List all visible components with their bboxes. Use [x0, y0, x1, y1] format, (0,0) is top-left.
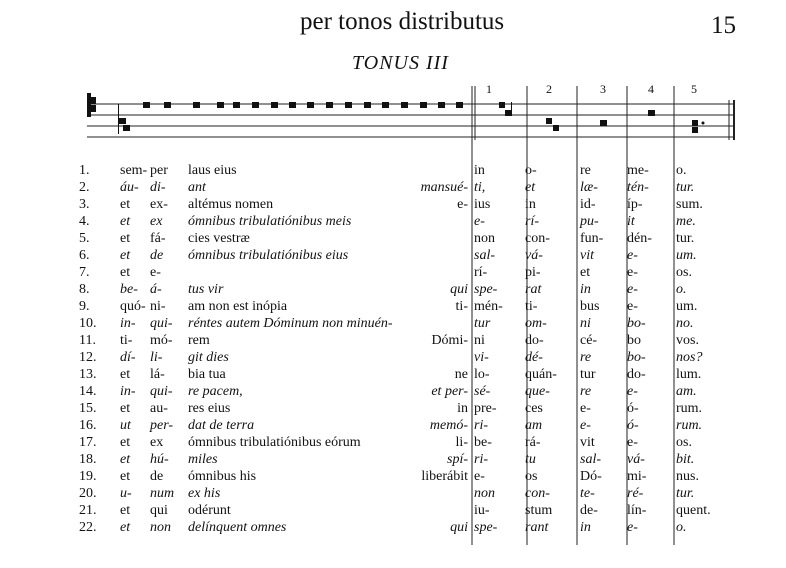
- verse-c2: rá-: [525, 435, 541, 450]
- verse-c4: me-: [627, 163, 649, 178]
- verse-c2: am: [525, 418, 543, 433]
- verse-w1: et: [120, 401, 131, 416]
- verse-c3: fun-: [580, 231, 604, 246]
- verse-c5: no.: [676, 316, 694, 331]
- verse-num: 9.: [79, 299, 90, 314]
- verse-w2: ni-: [150, 299, 166, 314]
- verse-c1: non: [474, 231, 495, 246]
- verse-w2: de: [150, 248, 164, 263]
- verse-w3: bia tua: [188, 367, 226, 382]
- verse-num: 5.: [79, 231, 90, 246]
- verse-num: 18.: [79, 452, 97, 467]
- verse-c1: pre-: [474, 401, 497, 416]
- verse-c4: bo-: [627, 316, 646, 331]
- verse-w2: ex: [150, 214, 163, 229]
- verse-w1: et: [120, 503, 131, 518]
- verse-row: [0, 485, 786, 502]
- verse-c1: ni: [474, 333, 485, 348]
- verse-acc: ti-: [455, 299, 468, 314]
- verse-w1: quó-: [120, 299, 146, 314]
- verse-acc: liberábit: [421, 469, 468, 484]
- verse-c4: it: [627, 214, 635, 229]
- verse-c1: mén-: [474, 299, 503, 314]
- column-number-2: 2: [546, 82, 552, 96]
- verse-c4: mi-: [627, 469, 647, 484]
- verse-acc: memó-: [429, 418, 468, 433]
- verse-w3: ómnibus his: [188, 469, 257, 484]
- verse-c2: ti-: [525, 299, 538, 314]
- verse-w1: ti-: [120, 333, 133, 348]
- verse-w3: dat de terra: [188, 418, 255, 433]
- verse-w2: qui-: [150, 316, 173, 331]
- verse-num: 15.: [79, 401, 97, 416]
- verse-c5: o.: [676, 282, 687, 297]
- verse-c5: nos?: [676, 350, 703, 365]
- verse-w2: per: [150, 163, 168, 178]
- chant-neumes: [118, 102, 705, 134]
- verse-acc: mansué-: [420, 180, 468, 195]
- verse-c1: iu-: [474, 503, 490, 518]
- verse-row: [0, 264, 786, 281]
- verse-c3: in: [580, 520, 591, 535]
- verse-row: [0, 247, 786, 264]
- verse-w2: ex-: [150, 197, 168, 212]
- verse-w1: et: [120, 214, 131, 229]
- verse-c3: re: [580, 350, 592, 365]
- verse-w1: et: [120, 197, 131, 212]
- verse-w1: in-: [120, 384, 136, 399]
- verse-c2: con-: [525, 486, 550, 501]
- verse-row: [0, 179, 786, 196]
- verse-row: [0, 213, 786, 230]
- verse-w1: et: [120, 248, 131, 263]
- verse-num: 10.: [79, 316, 97, 331]
- verse-w2: lá-: [150, 367, 165, 382]
- verse-c3: te-: [580, 486, 595, 501]
- verse-c5: bit.: [676, 452, 695, 467]
- column-number-1: 1: [486, 82, 492, 96]
- verse-c4: bo-: [627, 350, 646, 365]
- verse-w3: altémus nomen: [188, 197, 274, 212]
- verse-c1: ri-: [474, 452, 488, 467]
- verse-acc: ne: [454, 367, 468, 382]
- verse-w1: ut: [120, 418, 131, 433]
- verse-row: [0, 162, 786, 179]
- verse-w1: et: [120, 452, 131, 467]
- verse-acc: qui: [450, 520, 468, 535]
- verse-c5: os.: [676, 435, 692, 450]
- verse-c4: e-: [627, 248, 638, 263]
- verse-num: 1.: [79, 163, 90, 178]
- verse-w3: ex his: [188, 486, 221, 501]
- tone-title: TONUS III: [352, 52, 449, 74]
- verse-c5: am.: [676, 384, 697, 399]
- verse-c5: vos.: [676, 333, 699, 348]
- c-clef-icon: [87, 93, 96, 117]
- verse-row: [0, 349, 786, 366]
- verse-c4: íp-: [627, 197, 643, 212]
- verse-w3: tus vir: [188, 282, 224, 297]
- verse-w2: hú-: [150, 452, 169, 467]
- verse-c1: spe-: [474, 520, 498, 535]
- verse-c1: lo-: [474, 367, 490, 382]
- verse-row: [0, 230, 786, 247]
- verse-num: 3.: [79, 197, 90, 212]
- verse-c1: non: [474, 486, 495, 501]
- verse-row: [0, 366, 786, 383]
- verse-w3: cies vestræ: [188, 231, 250, 246]
- column-number-4: 4: [648, 82, 654, 96]
- verse-row: [0, 196, 786, 213]
- verse-c3: in: [580, 282, 591, 297]
- verse-c2: pi-: [525, 265, 541, 280]
- verse-c3: sal-: [580, 452, 601, 467]
- verse-w1: et: [120, 231, 131, 246]
- verse-c1: ius: [474, 197, 491, 212]
- verse-c2: rí-: [525, 214, 539, 229]
- verse-row: [0, 298, 786, 315]
- verse-acc: in: [457, 401, 468, 416]
- verse-c1: rí-: [474, 265, 488, 280]
- verse-num: 13.: [79, 367, 97, 382]
- verse-w1: be-: [120, 282, 138, 297]
- verse-num: 2.: [79, 180, 90, 195]
- verse-c5: um.: [676, 299, 698, 314]
- verse-num: 22.: [79, 520, 97, 535]
- verse-c3: e-: [580, 401, 591, 416]
- verse-w1: et: [120, 520, 131, 535]
- verse-w3: ant: [188, 180, 206, 195]
- verse-c5: o.: [676, 163, 687, 178]
- verse-c5: tur.: [676, 180, 695, 195]
- verse-num: 4.: [79, 214, 90, 229]
- verse-c1: ri-: [474, 418, 488, 433]
- verse-c5: rum.: [676, 418, 703, 433]
- verse-w2: fá-: [150, 231, 166, 246]
- verse-num: 12.: [79, 350, 97, 365]
- verse-c2: in: [525, 197, 536, 212]
- verse-c5: tur.: [676, 486, 695, 501]
- verse-c1: e-: [474, 469, 485, 484]
- verse-c5: me.: [676, 214, 696, 229]
- verse-c4: dén-: [627, 231, 652, 246]
- verse-c2: ces: [525, 401, 543, 416]
- verse-num: 19.: [79, 469, 97, 484]
- verse-c4: e-: [627, 265, 638, 280]
- verse-c3: læ-: [580, 180, 598, 195]
- verse-row: [0, 468, 786, 485]
- verse-c5: o.: [676, 520, 687, 535]
- verse-c2: o-: [525, 163, 537, 178]
- verse-c4: bo: [627, 333, 641, 348]
- verse-w2: per-: [150, 418, 174, 433]
- column-number-5: 5: [691, 82, 697, 96]
- column-number-3: 3: [600, 82, 606, 96]
- verse-c5: os.: [676, 265, 692, 280]
- verse-c2: do-: [525, 333, 544, 348]
- verse-c1: tur: [474, 316, 491, 331]
- verse-row: [0, 451, 786, 468]
- running-title: per tonos distributus: [300, 8, 505, 35]
- verse-w3: delínquent omnes: [188, 520, 287, 535]
- verse-c4: tén-: [627, 180, 649, 195]
- verse-w1: et: [120, 469, 131, 484]
- verse-w2: qui-: [150, 384, 173, 399]
- verse-c1: e-: [474, 214, 485, 229]
- verse-row: [0, 281, 786, 298]
- verse-acc: Dómi-: [431, 333, 468, 348]
- verse-num: 6.: [79, 248, 90, 263]
- verse-acc: qui: [450, 282, 468, 297]
- verse-c3: re: [580, 384, 592, 399]
- verse-w3: git dies: [188, 350, 229, 365]
- verse-c5: tur.: [676, 231, 695, 246]
- verse-c3: de-: [580, 503, 598, 518]
- verse-num: 17.: [79, 435, 97, 450]
- verse-w3: res eius: [188, 401, 231, 416]
- verse-num: 8.: [79, 282, 90, 297]
- verse-c1: ti,: [474, 180, 486, 195]
- verse-w1: et: [120, 367, 131, 382]
- verse-c5: um.: [676, 248, 697, 263]
- verse-c4: e-: [627, 520, 638, 535]
- verse-c1: vi-: [474, 350, 489, 365]
- verse-w3: am non est inópia: [188, 299, 288, 314]
- verse-c1: in: [474, 163, 485, 178]
- verse-w3: ómnibus tribulatiónibus eórum: [188, 435, 361, 450]
- verse-acc: et per-: [431, 384, 468, 399]
- page-number: 15: [711, 12, 736, 39]
- verse-c1: sé-: [474, 384, 491, 399]
- verse-w2: ex: [150, 435, 164, 450]
- staff-lines: [87, 104, 735, 137]
- verse-c4: ó-: [627, 418, 639, 433]
- verse-num: 14.: [79, 384, 97, 399]
- verse-c2: vá-: [525, 248, 543, 263]
- verse-c5: sum.: [676, 197, 703, 212]
- verse-c3: et: [580, 265, 591, 280]
- verse-w3: ómnibus tribulatiónibus eius: [188, 248, 349, 263]
- verse-w2: e-: [150, 265, 161, 280]
- verse-w2: non: [150, 520, 171, 535]
- verse-num: 7.: [79, 265, 90, 280]
- verse-w2: di-: [150, 180, 166, 195]
- verse-w2: mó-: [150, 333, 173, 348]
- verse-row: [0, 400, 786, 417]
- verse-c3: vit: [580, 435, 595, 450]
- verse-w3: laus eius: [188, 163, 237, 178]
- verse-row: [0, 332, 786, 349]
- verse-c5: lum.: [676, 367, 702, 382]
- verse-acc: li-: [455, 435, 468, 450]
- verse-w1: áu-: [120, 180, 139, 195]
- verse-c2: dé-: [525, 350, 543, 365]
- verse-row: [0, 417, 786, 434]
- verse-w2: au-: [150, 401, 168, 416]
- verse-c4: e-: [627, 435, 638, 450]
- verse-c2: rat: [525, 282, 542, 297]
- verse-w3: rem: [188, 333, 210, 348]
- verse-c2: rant: [525, 520, 549, 535]
- verse-w1: et: [120, 265, 131, 280]
- verse-c2: quán-: [525, 367, 557, 382]
- verse-w3: réntes autem Dóminum non minuén-: [188, 316, 393, 331]
- verse-c2: stum: [525, 503, 553, 518]
- verse-c4: ó-: [627, 401, 639, 416]
- verse-c2: os: [525, 469, 538, 484]
- verse-c4: vá-: [627, 452, 645, 467]
- verse-num: 11.: [79, 333, 96, 348]
- verse-w3: odérunt: [188, 503, 231, 518]
- verse-w1: et: [120, 435, 131, 450]
- verse-w1: sem-: [120, 163, 148, 178]
- verse-w1: in-: [120, 316, 136, 331]
- verse-row: [0, 315, 786, 332]
- verse-c1: spe-: [474, 282, 498, 297]
- verse-num: 16.: [79, 418, 97, 433]
- verse-c3: id-: [580, 197, 596, 212]
- verse-c3: e-: [580, 418, 591, 433]
- verse-c4: do-: [627, 367, 646, 382]
- verse-w1: dí-: [120, 350, 136, 365]
- verse-c4: e-: [627, 384, 638, 399]
- verse-c4: e-: [627, 282, 638, 297]
- verse-c3: bus: [580, 299, 600, 314]
- verse-c4: ré-: [627, 486, 644, 501]
- verse-w2: de: [150, 469, 164, 484]
- verse-w3: miles: [188, 452, 218, 467]
- verse-w2: á-: [150, 282, 162, 297]
- verse-acc: spí-: [447, 452, 468, 467]
- verse-c2: et: [525, 180, 536, 195]
- verse-w2: li-: [150, 350, 163, 365]
- verse-c4: lín-: [627, 503, 647, 518]
- verse-num: 21.: [79, 503, 97, 518]
- verse-row: [0, 519, 786, 536]
- verse-w1: u-: [120, 486, 132, 501]
- verse-acc: e-: [457, 197, 468, 212]
- verse-c3: re: [580, 163, 591, 178]
- verse-row: [0, 434, 786, 451]
- verse-c5: quent.: [676, 503, 711, 518]
- verse-c5: rum.: [676, 401, 703, 416]
- verse-c2: con-: [525, 231, 550, 246]
- verse-w3: re pacem,: [188, 384, 243, 399]
- verse-c3: ni: [580, 316, 591, 331]
- verse-c3: Dó-: [580, 469, 602, 484]
- verse-c2: om-: [525, 316, 547, 331]
- verse-c4: e-: [627, 299, 638, 314]
- verse-w2: qui: [150, 503, 168, 518]
- verse-row: [0, 502, 786, 519]
- verse-c5: nus.: [676, 469, 699, 484]
- verse-c3: tur: [580, 367, 596, 382]
- verse-c2: tu: [525, 452, 536, 467]
- verse-c1: be-: [474, 435, 492, 450]
- verse-c3: vit: [580, 248, 594, 263]
- verse-num: 20.: [79, 486, 97, 501]
- verse-row: [0, 383, 786, 400]
- verse-c2: que-: [525, 384, 550, 399]
- verse-c1: sal-: [474, 248, 495, 263]
- verse-c3: cé-: [580, 333, 598, 348]
- verse-w2: num: [150, 486, 175, 501]
- verse-w3: ómnibus tribulatiónibus meis: [188, 214, 352, 229]
- verse-c3: pu-: [580, 214, 599, 229]
